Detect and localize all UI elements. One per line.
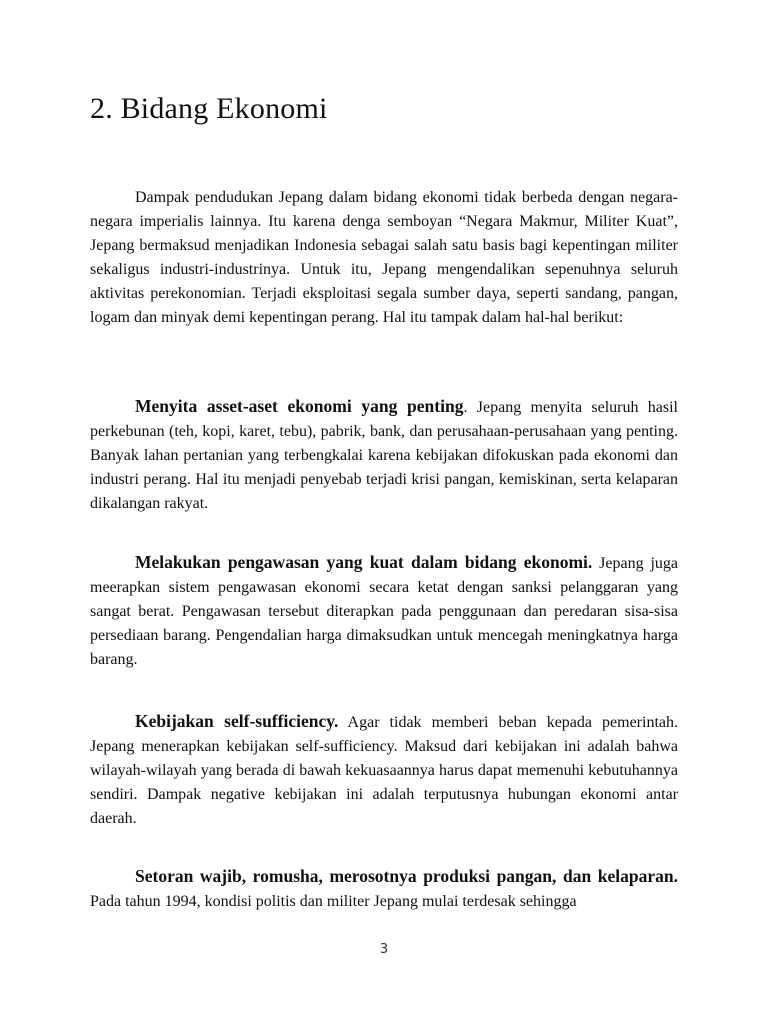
section-body-1: . Jepang menyita seluruh hasil perkebunan (teh, kopi, karet, tebu), pabrik, bank, dan perusahaan-perusahaan yang penting. Banyak lahan pertanian yang terbengkalai karena kebijakan difokuskan pada ekonomi dan industri perang. Hal itu menjadi penyebab terjadi krisi pangan, kemiskinan, serta kelaparan dikalangan rakyat.	[90, 399, 678, 512]
section-title: 2. Bidang Ekonomi	[90, 92, 328, 125]
section-heading-4: Setoran wajib, romusha, merosotnya produksi pangan, dan kelaparan.	[135, 866, 678, 886]
intro-paragraph: Dampak pendudukan Jepang dalam bidang ekonomi tidak berbeda dengan negara-negara imperialis lainnya. Itu karena denga semboyan “Negara Makmur, Militer Kuat”, Jepang bermaksud menjadikan Indonesia sebagai salah satu basis bagi kepentingan militer sekaligus industri-industrinya. Untuk itu, Jepang mengendalikan sepenuhnya seluruh aktivitas perekonomian. Terjadi eksploitasi segala sumber daya, seperti sandang, pangan, logam dan minyak demi kepentingan perang. Hal itu tampak dalam hal-hal berikut:	[90, 189, 678, 326]
section-paragraph-2	[90, 550, 678, 672]
section-paragraph-1	[90, 394, 678, 516]
section-body-2: Jepang juga meerapkan sistem pengawasan ekonomi secara ketat dengan sanksi pelanggaran yang sangat berat. Pengawasan tersebut diterapkan pada penggunaan dan peredaran sisa-sisa persediaan barang. Pengendalian harga dimaksudkan untuk mencegah meningkatnya harga barang.	[90, 555, 678, 668]
section-heading-3: Kebijakan self-sufficiency.	[135, 711, 339, 731]
section-paragraph-4	[90, 864, 678, 914]
section-body-4: Pada tahun 1994, kondisi politis dan militer Jepang mulai terdesak sehingga	[90, 893, 577, 910]
page-number: 3	[379, 942, 389, 957]
section-body-3: Agar tidak memberi beban kepada pemerintah. Jepang menerapkan kebijakan self-sufficiency. Maksud dari kebijakan ini adalah bahwa wilayah-wilayah yang berada di bawah kekuasaannya harus dapat memenuhi kebutuhannya sendiri. Dampak negative kebijakan ini adalah terputusnya hubungan ekonomi antar daerah.	[90, 714, 679, 827]
section-heading-1: Menyita asset-aset ekonomi yang penting	[135, 396, 464, 416]
section-paragraph-3	[90, 709, 678, 831]
section-heading-2: Melakukan pengawasan yang kuat dalam bidang ekonomi.	[135, 552, 593, 572]
